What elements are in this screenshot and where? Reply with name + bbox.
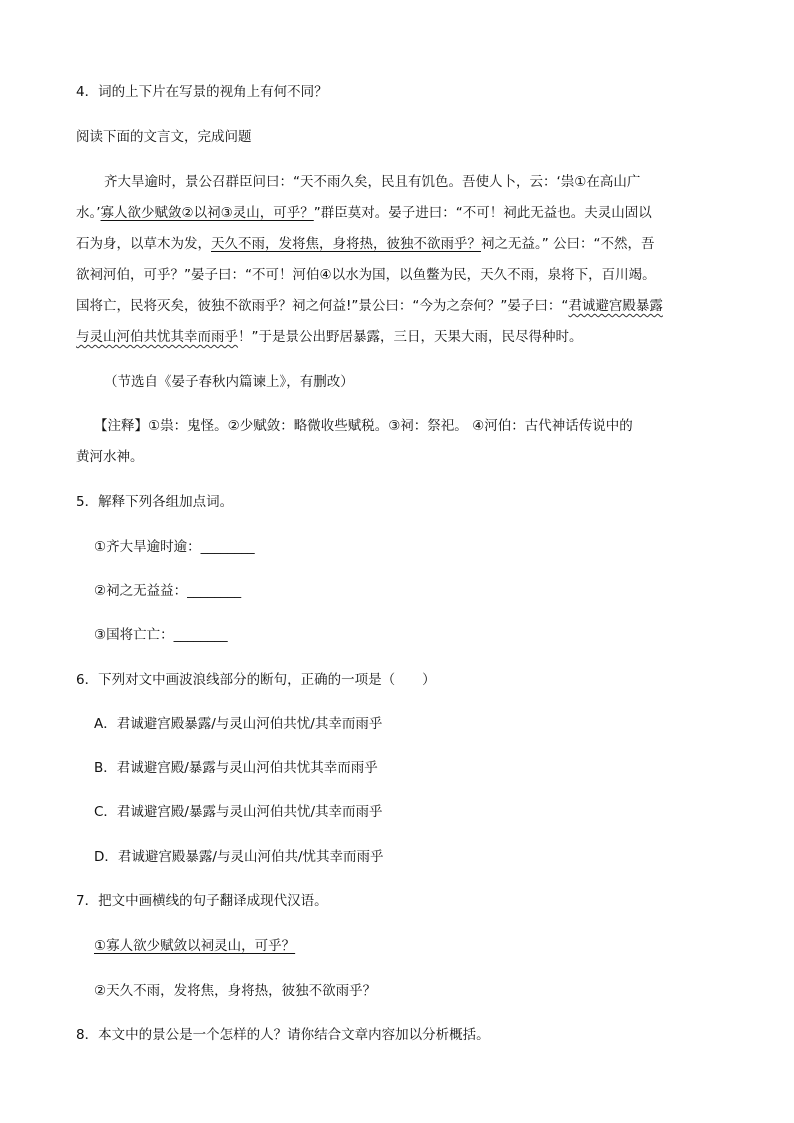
passage-text: 祠之无益。” 公曰：“不然，吾 (481, 236, 655, 252)
passage-text: 国将亡，民将灭矣，彼独不欲雨乎？祠之何益!”景公曰：“今为之奈何？”晏子曰：“ (76, 298, 569, 314)
annotation-line: 黄河水神。 (76, 449, 144, 465)
question-5-title: 5．解释下列各组加点词。 (76, 494, 234, 510)
reading-intro: 阅读下面的文言文，完成问题 (76, 129, 252, 145)
passage-line (76, 234, 655, 254)
underlined-sentence-2: 天久不雨，发将焦，身将热，彼独不欲雨乎？ (211, 236, 481, 252)
passage-line (76, 327, 583, 347)
item-label: ①齐大旱逾时逾： (94, 539, 201, 555)
passage-text: ！”于是景公出野居暴露，三日，天果大雨，民尽得种时。 (238, 329, 583, 345)
answer-blank: ________ (200, 539, 255, 555)
passage-line (76, 296, 663, 316)
item-label: ③国将亡亡： (94, 627, 174, 643)
question-5-item (94, 537, 255, 557)
question-4: 4．词的上下片在写景的视角上有何不同？ (76, 84, 328, 100)
item-label: ②祠之无益益： (94, 583, 188, 599)
passage-text: 水。’ (76, 205, 101, 221)
passage-line (76, 203, 652, 223)
answer-blank: ________ (187, 583, 242, 599)
question-5-item (94, 581, 241, 601)
answer-blank: ________ (173, 627, 228, 643)
passage-line: 齐大旱逾时，景公召群臣问曰：“天不雨久矣，民且有饥色。吾使人卜，云：‘祟①在高山广 (104, 174, 641, 190)
wavy-underlined-text: 与灵山河伯共忧其幸而雨乎 (76, 329, 238, 345)
source-note: （节选自《晏子春秋内篇谏上》，有删改） (104, 374, 354, 390)
question-6-title: 6．下列对文中画波浪线部分的断句，正确的一项是（ ） (76, 672, 436, 688)
annotation-line: 【注释】①祟：鬼怪。②少赋敛：略微收些赋税。③祠：祭祀。 ④河伯：古代神话传说中的 (94, 418, 633, 434)
question-7-title: 7．把文中画横线的句子翻译成现代汉语。 (76, 893, 328, 909)
question-7-item: ①寡人欲少赋敛以祠灵山，可乎？ (94, 938, 296, 954)
question-8: 8．本文中的景公是一个怎样的人？请你结合文章内容加以分析概括。 (76, 1027, 490, 1043)
option-d: D．君诚避宫殿暴露/与灵山河伯共/忧其幸而雨乎 (94, 849, 384, 865)
option-a: A．君诚避宫殿暴露/与灵山河伯共忧/其幸而雨乎 (94, 716, 383, 732)
question-5-item (94, 625, 228, 645)
question-7-item: ②天久不雨，发将焦，身将热，彼独不欲雨乎？ (94, 983, 377, 999)
option-b: B．君诚避宫殿/暴露与灵山河伯共忧其幸而雨乎 (94, 760, 378, 776)
passage-text: ”群臣莫对。晏子进曰：“不可！祠此无益也。夫灵山固以 (313, 205, 652, 221)
underlined-sentence-1: 寡人欲少赋敛②以祠③灵山，可乎？ (100, 205, 314, 221)
option-c: C．君诚避宫殿/暴露与灵山河伯共忧/其幸而雨乎 (94, 804, 383, 820)
passage-text: 石为身，以草木为发， (76, 236, 211, 252)
wavy-underlined-text: 君诚避宫殿暴露 (568, 298, 663, 314)
passage-line: 欲祠河伯，可乎？”晏子曰：“不可！河伯④以水为国，以鱼鳖为民，天久不雨，泉将下，百川竭。 (76, 267, 656, 283)
